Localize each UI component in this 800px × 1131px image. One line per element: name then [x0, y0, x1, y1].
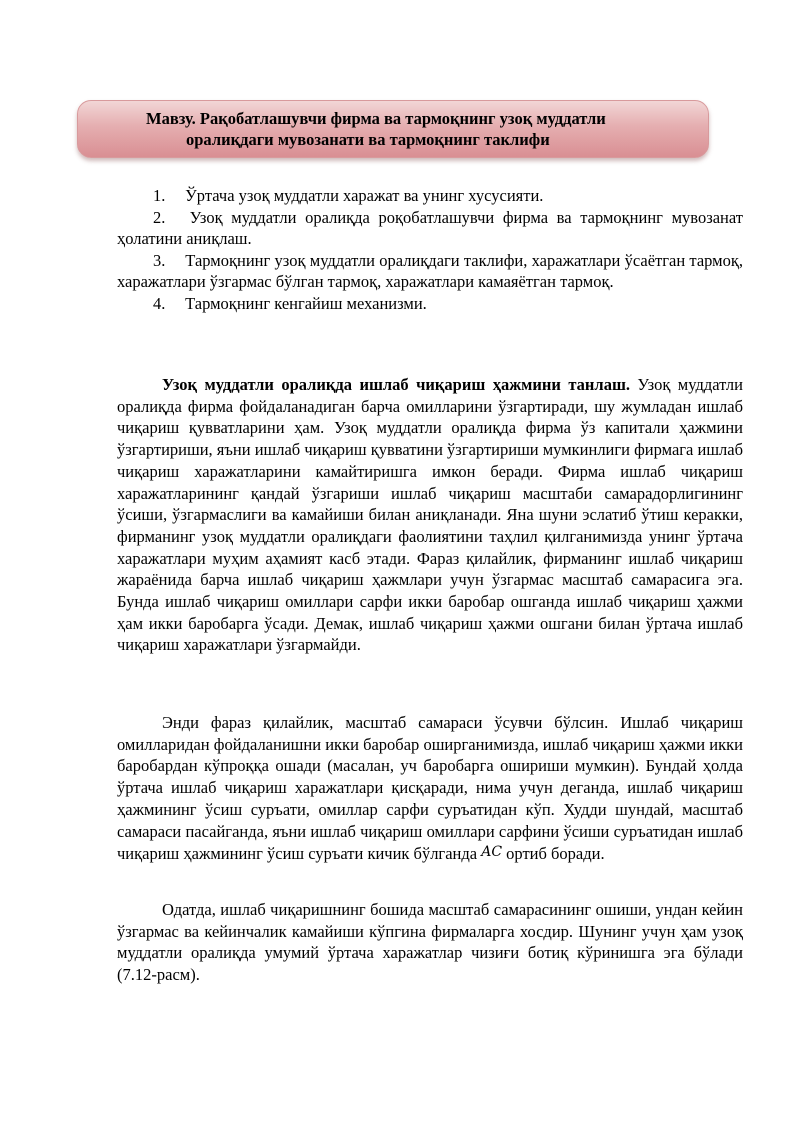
page-title — [146, 108, 706, 150]
outline-item-3 — [117, 250, 743, 293]
outline-text: Узоқ муддатли оралиқда роқобатлашувчи фирма ва тармоқнинг мувозанат ҳолатини аниқлаш. — [117, 207, 743, 249]
paragraph-3-text: Одатда, ишлаб чиқаришнинг бошида масштаб самарасининг ошиши, ундан кейин ўзгармас ва кейинчалик камайиши кўпгина фирмаларга хосдир. Шунинг учун ҳам узоқ муддатли оралиқда умумий ўртача харажатлар чизиғи ботиқ кўринишга эга бўлади (7.12-расм). — [117, 900, 743, 985]
section-heading: Узоқ муддатли оралиқда ишлаб чиқариш ҳажмини танлаш. — [162, 375, 630, 394]
outline-item-2 — [117, 207, 743, 250]
paragraph-1 — [117, 374, 743, 656]
ac-symbol: AC — [481, 844, 503, 861]
outline-number: 3. — [153, 250, 166, 270]
paragraph-2-text: Энди фараз қилайлик, масштаб самараси ўсувчи бўлсин. Ишлаб чиқариш омилларидан фойдаланишни икки баробар оширганимизда, ишлаб чиқариш ҳажми икки баробардан кўпроққа ошади (масалан, уч баробарга ошириши мумкин). Бундай ҳолда ўртача ишлаб чиқариш харажатлари қисқаради, нима учун деганда, ишлаб чиқариш ҳажмининг ўсиш суръати, омиллар сарфи суръатидан кўп. Худди шундай, масштаб самараси пасайганда, яъни ишлаб чиқариш омиллари сарфини ўсиши суръатидан ишлаб чиқариш ҳажмининг ўсиш суръати кичик бўлганда — [117, 713, 743, 864]
outline-item-1 — [117, 185, 743, 207]
outline-item-4 — [117, 293, 743, 315]
topic-outline — [117, 185, 743, 315]
title-line-1: Мавзу. Рақобатлашувчи фирма ва тармоқнинг узоқ муддатли — [146, 109, 606, 128]
outline-text: Тармоқнинг узоқ муддатли оралиқдаги таклифи, харажатлари ўсаётган тармоқ, харажатлари ўзгармас бўлган тармоқ, харажатлари камаяётган тармоқ. — [117, 250, 744, 292]
title-line-2: оралиқдаги мувозанати ва тармоқнинг таклифи — [186, 130, 550, 149]
paragraph-2-tail: ортиб боради. — [502, 844, 605, 864]
outline-number: 4. — [153, 293, 166, 313]
outline-number: 1. — [153, 186, 166, 205]
paragraph-2 — [117, 712, 743, 865]
outline-text: Ўртача узоқ муддатли харажат ва унинг хусусияти. — [185, 186, 544, 205]
paragraph-1-text: Узоқ муддатли оралиқда фирма фойдаланадиган барча омилларини ўзгартиради, шу жумладан ишлаб чиқариш қувватларини ҳам. Узоқ муддатли оралиқда фирма ўз капитали ҳажмини ўзгартириши, яъни ишлаб чиқариш қувватини ўзгартириши мумкинлиги фирмага ишлаб чиқариш харажатларини камайтиришга имкон беради. Фирма ишлаб чиқариш харажатларининг қандай ўзгариши ишлаб чиқариш масштаби самарадорлигининг ўсиши, ўзгармаслиги ва камайиши билан аниқланади. Яна шуни эслатиб ўтиш керакки, фирманинг узоқ муддатли оралиқдаги фаолиятини таҳлил қилганимизда унинг ўртача харажатлари муҳим аҳамият касб этади. Фараз қилайлик, фирманинг ишлаб чиқариш жараёнида барча ишлаб чиқариш ҳажмлари учун ўзгармас масштаб самарасига эга. Бунда ишлаб чиқариш омиллари сарфи икки баробар ошганда ишлаб чиқариш ҳажми ҳам икки баробарга ўсади. Демак, ишлаб чиқариш ҳажми ошгани билан ўртача ишлаб чиқариш харажатлари ўзгармайди. — [117, 375, 743, 655]
outline-text: Тармоқнинг кенгайиш механизми. — [185, 293, 427, 313]
outline-number: 2. — [153, 207, 166, 227]
paragraph-3 — [117, 899, 743, 986]
